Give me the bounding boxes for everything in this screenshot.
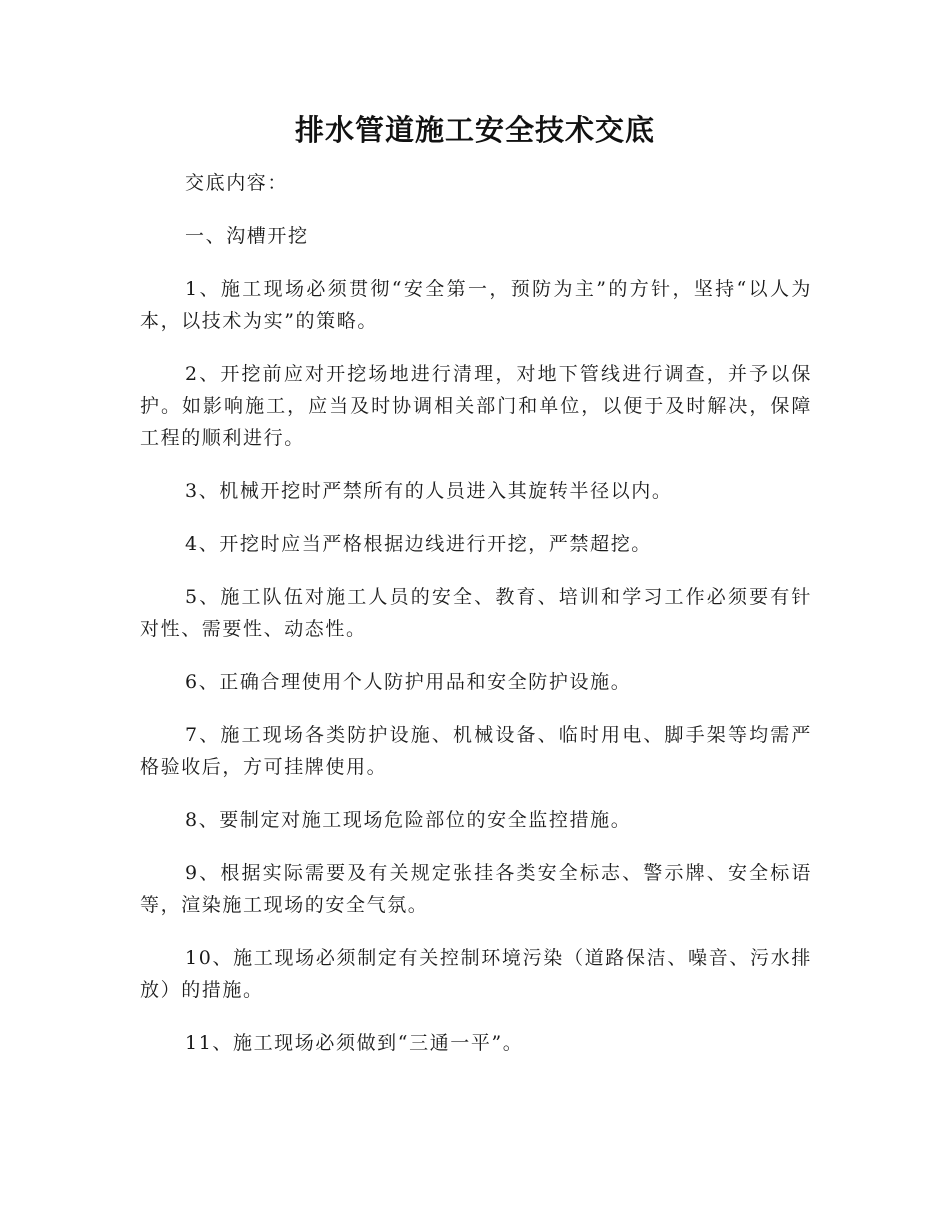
section-heading: 一、沟槽开挖 [185, 225, 309, 247]
paragraph: 6、正确合理使用个人防护用品和安全防护设施。 [185, 671, 632, 693]
paragraph: 5、施工队伍对施工人员的安全、教育、培训和学习工作必须要有针对性、需要性、动态性。 [140, 586, 812, 640]
paragraph: 1、施工现场必须贯彻“安全第一，预防为主”的方针，坚持“以人为本，以技术为实”的策略。 [140, 278, 812, 332]
paragraph: 8、要制定对施工现场危险部位的安全监控措施。 [185, 809, 632, 831]
document-body [140, 167, 812, 1080]
paragraph: 3、机械开挖时严禁所有的人员进入其旋转半径以内。 [185, 480, 673, 502]
document-title: 排水管道施工安全技术交底 [294, 113, 655, 147]
paragraph-intro: 交底内容： [185, 172, 289, 194]
paragraph: 10、施工现场必须制定有关控制环境污染（道路保洁、噪音、污水排放）的措施。 [140, 947, 812, 1001]
paragraph: 11、施工现场必须做到“三通一平”。 [185, 1032, 524, 1054]
paragraph: 4、开挖时应当严格根据边线进行开挖，严禁超挖。 [185, 533, 652, 555]
paragraph: 9、根据实际需要及有关规定张挂各类安全标志、警示牌、安全标语等，渲染施工现场的安全气氛。 [140, 862, 812, 916]
paragraph: 7、施工现场各类防护设施、机械设备、临时用电、脚手架等均需严格验收后，方可挂牌使用。 [140, 724, 812, 778]
paragraph: 2、开挖前应对开挖场地进行清理，对地下管线进行调查，并予以保护。如影响施工，应当及时协调相关部门和单位，以便于及时解决，保障工程的顺利进行。 [140, 363, 812, 449]
